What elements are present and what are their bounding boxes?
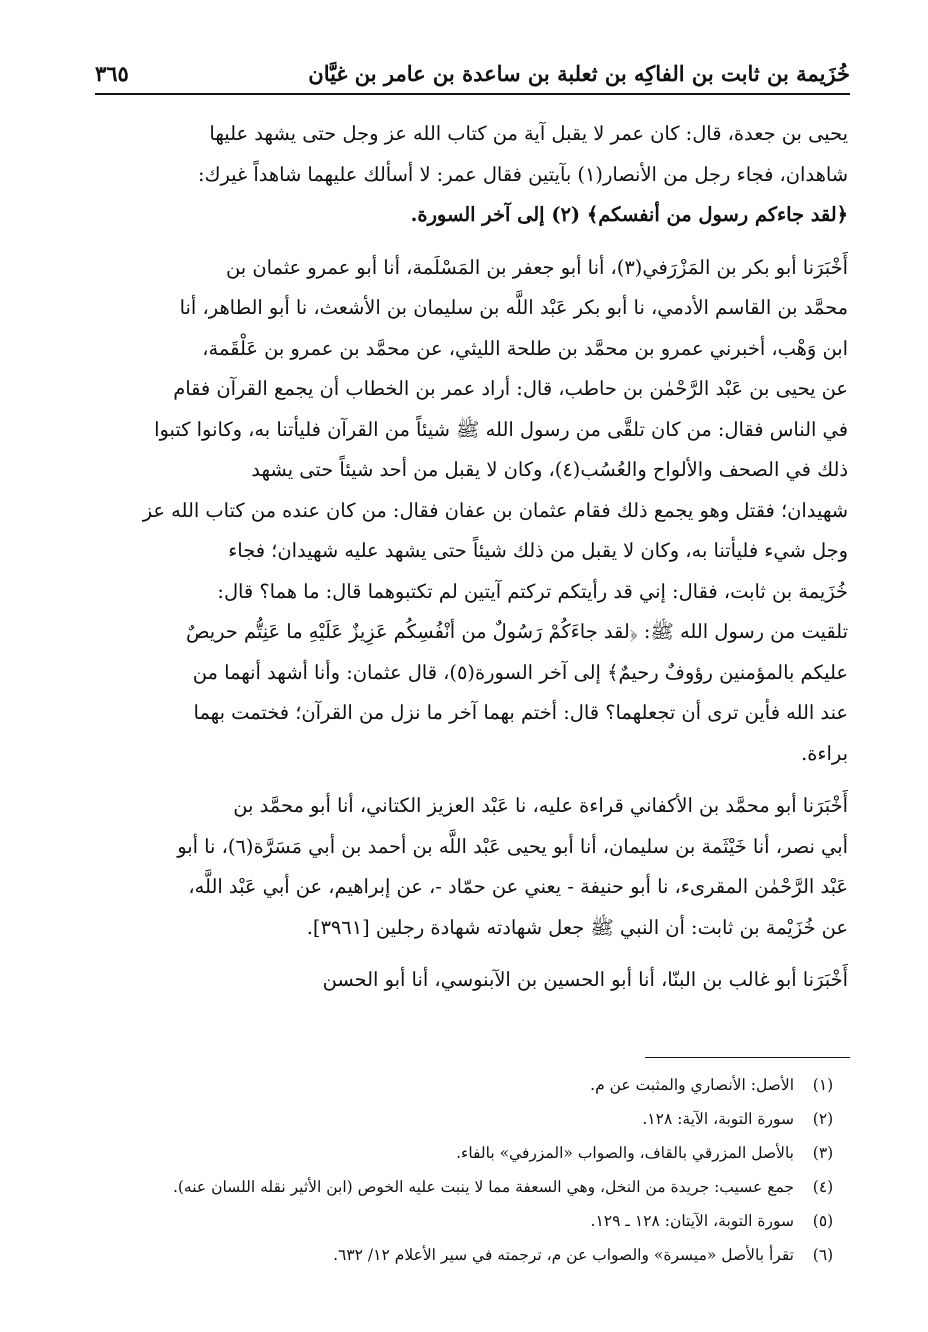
footnote-number: (٣) bbox=[812, 1144, 834, 1162]
text-line: أبي نصر، أنا خَيْثَمة بن سليمان، أنا أبو يحيى عَبْد اللَّه بن أحمد بن أبي مَسَرَّة(٦)، نا أبو bbox=[177, 834, 848, 858]
footnote-text: جمع عسيب: جريدة من النخل، وهي السعفة مما لا ينبت عليه الخوص (ابن الأثير نقله اللسان عنه). bbox=[172, 1178, 794, 1196]
running-title: خُزَيمة بن ثابت بن الفاكِه بن ثعلبة بن ساعدة بن عامر بن غيَّان bbox=[308, 61, 850, 86]
footnote-text: الأصل: الأنصاري والمثبت عن م. bbox=[590, 1076, 794, 1094]
text-line: محمَّد بن القاسم الأدمي، نا أبو بكر عَبْد اللَّه بن سليمان بن الأشعث، نا أبو الطاهر، أنا bbox=[179, 296, 848, 319]
paragraph-1 bbox=[96, 114, 848, 236]
footnote-number: (٥) bbox=[812, 1212, 834, 1230]
paragraph-4 bbox=[96, 960, 848, 1001]
text-line: وجل شيء فليأتنا به، وكان لا يقبل من ذلك شيئاً حتى يشهد عليه شهيدان؛ فجاء bbox=[228, 539, 848, 562]
text-line: ذلك في الصحف والألواح والعُسُب(٤)، وكان لا يقبل من أحد شيئاً حتى يشهد bbox=[251, 458, 848, 481]
text-line: عَبْد الرَّحْمٰن المقرىء، نا أبو حنيفة - يعني عن حمّاد -، عن إبراهيم، عن أبي عَبْد اللَّه، bbox=[188, 875, 848, 898]
footnote bbox=[96, 1204, 848, 1238]
footnote-number: (١) bbox=[812, 1076, 834, 1094]
footnote-text: سورة التوبة، الآية: ١٢٨. bbox=[642, 1110, 794, 1128]
text-line: عن خُزَيْمة بن ثابت: أن النبي ﷺ جعل شهادته شهادة رجلين [٣٩٦١]. bbox=[306, 915, 848, 939]
footnote-number: (٤) bbox=[812, 1178, 834, 1196]
footnote-number: (٦) bbox=[812, 1246, 834, 1264]
text-line: ابن وَهْب، أخبرني عمرو بن محمَّد بن طلحة الليثي، عن محمَّد بن عمرو بن عَلْقَمة، bbox=[202, 336, 848, 360]
header-rule bbox=[95, 93, 850, 95]
footnote bbox=[96, 1102, 848, 1136]
text-line: عليكم بالمؤمنين رؤوفٌ رحيمٌ﴾ إلى آخر السورة(٥)، قال عثمان: وأنا أشهد أنهما من bbox=[192, 660, 848, 684]
text-line: ﴿لقد جاءكم رسول من أنفسكم﴾ (٢) إلى آخر السورة. bbox=[410, 203, 848, 226]
footnote-rule bbox=[645, 1057, 850, 1058]
main-text bbox=[96, 114, 848, 1001]
paragraph-gap bbox=[96, 948, 848, 960]
text-line: شاهدان، فجاء رجل من الأنصار(١) بآيتين فقال عمر: لا أسألك عليهما شاهداً غيرك: bbox=[197, 162, 848, 186]
footnote-number: (٢) bbox=[812, 1110, 834, 1128]
paragraph-gap bbox=[96, 236, 848, 248]
text-line: يحيى بن جعدة، قال: كان عمر لا يقبل آية من كتاب الله عز وجل حتى يشهد عليها bbox=[209, 122, 848, 145]
footnote-text: بالأصل المزرقي بالقاف، والصواب «المزرفي» بالفاء. bbox=[456, 1144, 794, 1162]
footnotes bbox=[96, 1068, 848, 1272]
footnote bbox=[96, 1170, 848, 1204]
text-line: شهيدان؛ فقتل وهو يجمع ذلك فقام عثمان بن عفان فقال: من كان عنده من كتاب الله عز bbox=[142, 498, 848, 522]
paragraph-3 bbox=[96, 786, 848, 948]
text-line: عند الله فأين ترى أن تجعلهما؟ قال: أختم بهما آخر ما نزل من القرآن؛ فختمت بهما bbox=[193, 701, 848, 724]
text-line: في الناس فقال: من كان تلقَّى من رسول الله ﷺ شيئاً من القرآن فليأتنا به، وكانوا كتبوا bbox=[154, 417, 848, 441]
paragraph-gap bbox=[96, 774, 848, 786]
text-line: عن يحيى بن عَبْد الرَّحْمٰن بن حاطب، قال: أراد عمر بن الخطاب أن يجمع القرآن فقام bbox=[173, 377, 848, 400]
footnote-text: سورة التوبة، الآيتان: ١٢٨ ـ ١٢٩. bbox=[590, 1212, 794, 1230]
text-line: تلقيت من رسول الله ﷺ: ﴿لقد جاءَكُمْ رَسُولٌ من أنْفُسِكُم عَزِيزٌ عَلَيْهِ ما عَنِتُّم حريصٌ bbox=[185, 620, 848, 643]
paragraph-2 bbox=[96, 248, 848, 775]
footnote-text: تقرأ بالأصل «ميسرة» والصواب عن م، ترجمته في سير الأعلام ١٢/ ٦٣٢. bbox=[333, 1246, 794, 1264]
page-header bbox=[95, 50, 850, 86]
page-number: ٣٦٥ bbox=[95, 61, 129, 86]
text-line: أَخْبَرَنا أبو محمَّد بن الأكفاني قراءة عليه، نا عَبْد العزيز الكتاني، أنا أبو محمَّد بن bbox=[233, 794, 848, 817]
footnote bbox=[96, 1068, 848, 1102]
text-line: خُزَيمة بن ثابت، فقال: إني قد رأيتكم تركتم آيتين لم تكتبوهما قال: ما هما؟ قال: bbox=[217, 579, 848, 603]
text-line: أَخْبَرَنا أبو غالب بن البنّا، أنا أبو الحسين بن الآبنوسي، أنا أبو الحسن bbox=[322, 968, 848, 991]
footnote bbox=[96, 1238, 848, 1272]
footnote bbox=[96, 1136, 848, 1170]
text-line: براءة. bbox=[801, 741, 848, 765]
text-line: أَخْبَرَنا أبو بكر بن المَزْرَفي(٣)، أنا أبو جعفر بن المَسْلَمة، أنا أبو عمرو عثمان بن bbox=[226, 255, 848, 279]
